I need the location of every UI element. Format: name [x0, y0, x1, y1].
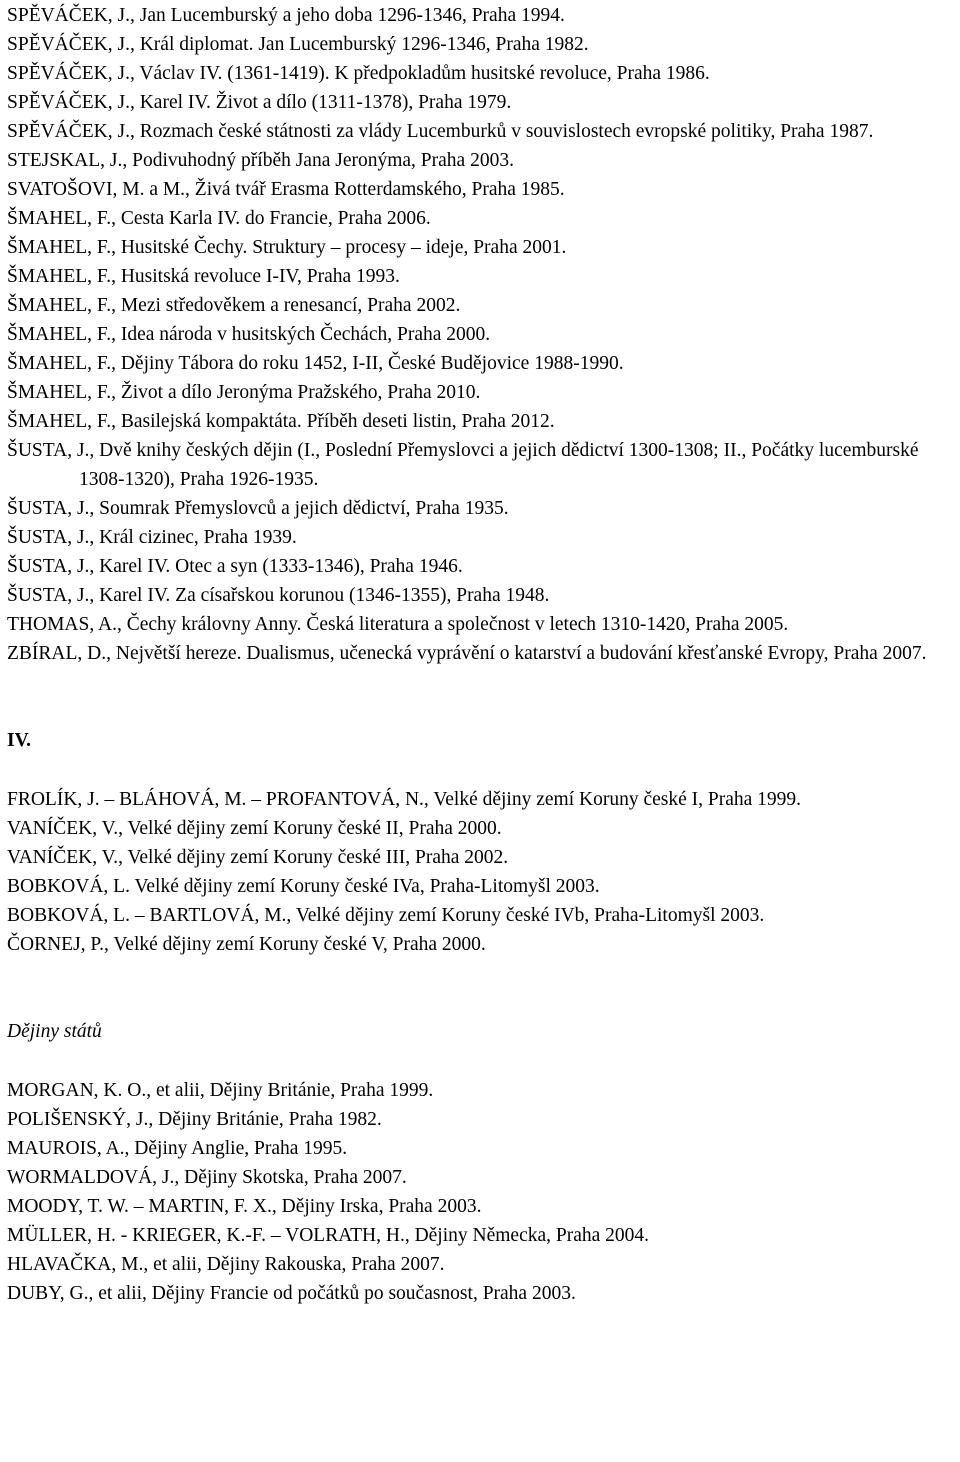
bibliography-entry: ŠMAHEL, F., Život a dílo Jeronýma Pražského, Praha 2010.	[7, 382, 481, 403]
section-spacer	[7, 1046, 952, 1076]
section-spacer	[7, 668, 952, 726]
bibliography-page	[7, 1, 952, 1308]
bibliography-entry: ŠMAHEL, F., Dějiny Tábora do roku 1452, I-II, České Budějovice 1988-1990.	[7, 353, 624, 374]
bibliography-entry: ŠMAHEL, F., Mezi středověkem a renesancí, Praha 2002.	[7, 295, 461, 316]
bibliography-entry: STEJSKAL, J., Podivuhodný příběh Jana Jeronýma, Praha 2003.	[7, 150, 514, 171]
bibliography-entry: ŠUSTA, J., Soumrak Přemyslovců a jejich dědictví, Praha 1935.	[7, 498, 509, 519]
bibliography-entry: ŠMAHEL, F., Idea národa v husitských Čechách, Praha 2000.	[7, 324, 491, 345]
bibliography-entry: FROLÍK, J. – BLÁHOVÁ, M. – PROFANTOVÁ, N., Velké dějiny zemí Koruny české I, Praha 1999.	[7, 789, 802, 810]
bibliography-entry: DUBY, G., et alii, Dějiny Francie od počátků po současnost, Praha 2003.	[7, 1283, 576, 1304]
bibliography-entry: ZBÍRAL, D., Největší hereze. Dualismus, učenecká vyprávění o katarství a budování křesťanské Evropy, Praha 2007.	[7, 643, 927, 664]
bibliography-entry: SVATOŠOVI, M. a M., Živá tvář Erasma Rotterdamského, Praha 1985.	[7, 179, 565, 200]
bibliography-entry: POLIŠENSKÝ, J., Dějiny Británie, Praha 1982.	[7, 1109, 382, 1130]
bibliography-entry: ŠUSTA, J., Dvě knihy českých dějin (I., Poslední Přemyslovci a jejich dědictví 1300-1308; II., Počátky lucemburské 1308-1320), Praha 1926-1935.	[7, 440, 919, 490]
bibliography-entry: BOBKOVÁ, L. Velké dějiny zemí Koruny české IVa, Praha-Litomyšl 2003.	[7, 876, 600, 897]
bibliography-entry: SPĚVÁČEK, J., Král diplomat. Jan Lucemburský 1296-1346, Praha 1982.	[7, 34, 589, 55]
section-heading-italic: Dějiny států	[7, 1021, 102, 1042]
bibliography-entry: ŠMAHEL, F., Cesta Karla IV. do Francie, Praha 2006.	[7, 208, 431, 229]
bibliography-entry: SPĚVÁČEK, J., Jan Lucemburský a jeho doba 1296-1346, Praha 1994.	[7, 5, 565, 26]
section-spacer	[7, 755, 952, 785]
bibliography-entry: ŠUSTA, J., Karel IV. Za císařskou korunou (1346-1355), Praha 1948.	[7, 585, 550, 606]
bibliography-entry: MORGAN, K. O., et alii, Dějiny Británie, Praha 1999.	[7, 1080, 434, 1101]
bibliography-entry: MOODY, T. W. – MARTIN, F. X., Dějiny Irska, Praha 2003.	[7, 1196, 482, 1217]
bibliography-entry: ŠMAHEL, F., Basilejská kompaktáta. Příběh deseti listin, Praha 2012.	[7, 411, 555, 432]
bibliography-entry: ŠMAHEL, F., Husitské Čechy. Struktury – procesy – ideje, Praha 2001.	[7, 237, 567, 258]
bibliography-entry: ČORNEJ, P., Velké dějiny zemí Koruny české V, Praha 2000.	[7, 934, 486, 955]
bibliography-entry: SPĚVÁČEK, J., Václav IV. (1361-1419). K předpokladům husitské revoluce, Praha 1986.	[7, 63, 710, 84]
section-spacer	[7, 959, 952, 1017]
bibliography-section-2	[7, 785, 952, 959]
bibliography-entry: BOBKOVÁ, L. – BARTLOVÁ, M., Velké dějiny zemí Koruny české IVb, Praha-Litomyšl 2003.	[7, 905, 765, 926]
bibliography-entry: VANÍČEK, V., Velké dějiny zemí Koruny české III, Praha 2002.	[7, 847, 509, 868]
bibliography-entry: SPĚVÁČEK, J., Rozmach české státnosti za vlády Lucemburků v souvislostech evropské politiky, Praha 1987.	[7, 121, 874, 142]
section-heading-roman: IV.	[7, 730, 32, 751]
bibliography-entry: ŠMAHEL, F., Husitská revoluce I-IV, Praha 1993.	[7, 266, 400, 287]
bibliography-entry: WORMALDOVÁ, J., Dějiny Skotska, Praha 2007.	[7, 1167, 407, 1188]
bibliography-entry: THOMAS, A., Čechy královny Anny. Česká literatura a společnost v letech 1310-1420, Praha 2005.	[7, 614, 789, 635]
bibliography-section-3	[7, 1076, 952, 1308]
bibliography-entry: ŠUSTA, J., Král cizinec, Praha 1939.	[7, 527, 297, 548]
bibliography-entry: MÜLLER, H. - KRIEGER, K.-F. – VOLRATH, H., Dějiny Německa, Praha 2004.	[7, 1225, 650, 1246]
bibliography-section-1	[7, 1, 952, 668]
bibliography-entry: VANÍČEK, V., Velké dějiny zemí Koruny české II, Praha 2000.	[7, 818, 502, 839]
bibliography-entry: SPĚVÁČEK, J., Karel IV. Život a dílo (1311-1378), Praha 1979.	[7, 92, 512, 113]
bibliography-entry: HLAVAČKA, M., et alii, Dějiny Rakouska, Praha 2007.	[7, 1254, 445, 1275]
bibliography-entry: ŠUSTA, J., Karel IV. Otec a syn (1333-1346), Praha 1946.	[7, 556, 463, 577]
bibliography-entry: MAUROIS, A., Dějiny Anglie, Praha 1995.	[7, 1138, 348, 1159]
